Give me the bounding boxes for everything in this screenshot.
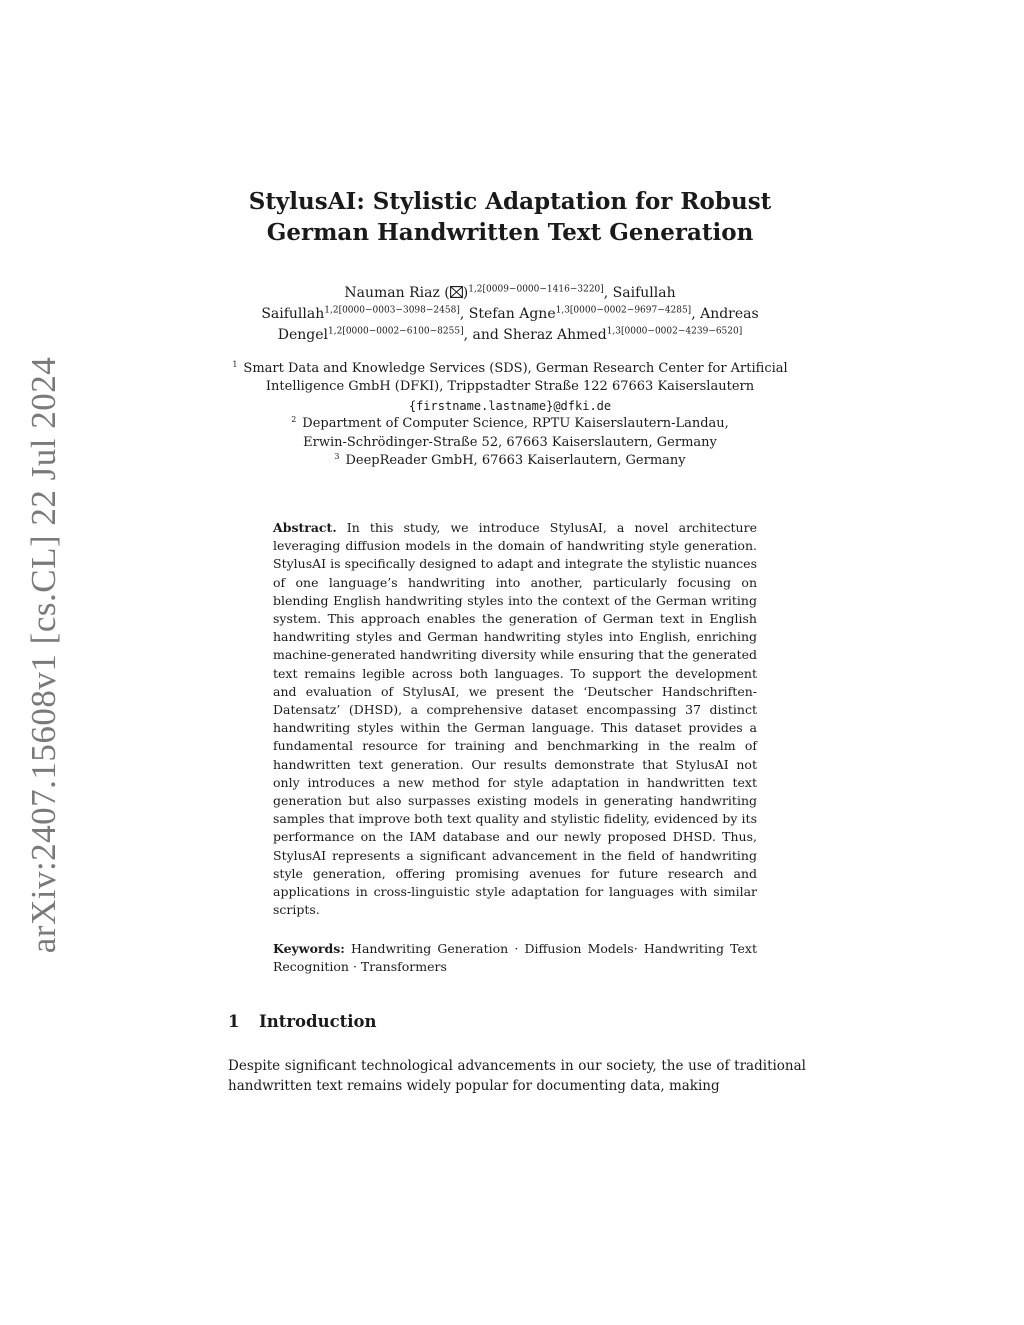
author-5-orcid: 1,3[0000−0002−4239−6520] [606, 326, 743, 337]
author-3-orcid: 1,3[0000−0002−9697−4285] [555, 305, 692, 316]
author-line-3 [200, 325, 820, 346]
affiliation-email[interactable]: {firstname.lastname}@dfki.de [408, 398, 612, 413]
author-4-orcid: 1,2[0000−0002−6100−8255] [328, 326, 464, 337]
author-1-close: ) [462, 285, 469, 301]
author-line-2 [200, 304, 820, 325]
introduction-paragraph: Despite significant technological advancements in our society, the use of traditional handwritten text remains widely popular for documenting data, making [228, 1058, 806, 1094]
paper-title-line-1: StylusAI: Stylistic Adaptation for Robust [248, 188, 772, 215]
author-2-orcid: 1,2[0000−0003−3098−2458] [324, 305, 460, 316]
author-list [200, 283, 820, 346]
affiliation-2-line-2: Erwin-Schrödinger-Straße 52, 67663 Kaiserslautern, Germany [303, 434, 717, 450]
arxiv-identifier-stamp [22, 356, 66, 954]
author-2-name: Saifullah [261, 306, 325, 322]
author-2-lead: , Saifullah [603, 285, 676, 301]
abstract-label: Abstract. [273, 520, 337, 535]
keywords-text: Handwriting Generation · Diffusion Models· Handwriting Text Recognition · Transformers [273, 941, 757, 975]
affiliation-2-marker: 2 [291, 414, 297, 424]
author-4-name: Dengel [277, 327, 328, 343]
affiliation-1-line-1 [200, 360, 820, 378]
arxiv-identifier-text: arXiv:2407.15608v1 [cs.CL] 22 Jul 2024 [24, 356, 64, 954]
affiliation-3-line-1 [200, 452, 820, 470]
author-3-name: , Stefan Agne [459, 306, 556, 322]
affiliation-3-text: DeepReader GmbH, 67663 Kaiserlautern, Germany [345, 453, 686, 469]
author-4-lead: , Andreas [691, 306, 759, 322]
abstract-text: In this study, we introduce StylusAI, a novel architecture leveraging diffusion models in the domain of handwriting style generation. StylusAI is specifically designed to adapt and integrate the stylistic nuances of one language’s handwriting into another, particularly focusing on blending English handwriting styles into the context of the German writing system. This approach enables the generation of German text in English handwriting styles and German handwriting styles into English, enriching machine-generated handwriting diversity while ensuring that the generated text remains legible across both languages. To support the development and evaluation of StylusAI, we present the ‘Deutscher Handschriften-Datensatz’ (DHSD), a comprehensive dataset encompassing 37 distinct handwriting styles within the German language. This dataset provides a fundamental resource for training and benchmarking in the realm of handwritten text generation. Our results demonstrate that StylusAI not only introduces a new method for style adaptation in handwritten text generation but also surpasses existing models in generating handwriting samples that improve both text quality and stylistic fidelity, evidenced by its performance on the IAM database and our newly proposed DHSD. Thus, StylusAI represents a significant advancement in the field of handwriting style generation, offering promising avenues for future research and applications in cross-linguistic style adaptation for languages with similar scripts. [273, 520, 757, 918]
section-title: Introduction [259, 1012, 377, 1031]
keywords-block [273, 940, 757, 976]
author-5-name: , and Sheraz Ahmed [463, 327, 607, 343]
paper-title-line-2: German Handwritten Text Generation [266, 219, 754, 246]
section-heading-introduction [228, 1012, 377, 1031]
affiliation-3-marker: 3 [334, 451, 340, 461]
envelope-icon [450, 284, 463, 296]
paper-title [160, 186, 860, 248]
abstract-block [273, 519, 757, 919]
section-number: 1 [228, 1012, 240, 1031]
keywords-label: Keywords: [273, 941, 345, 956]
author-1-orcid: 1,2[0009−0000−1416−3220] [468, 284, 604, 295]
affiliation-2-line-1 [200, 415, 820, 433]
affiliation-1-marker: 1 [232, 359, 238, 369]
affiliation-1-text: Smart Data and Knowledge Services (SDS), German Research Center for Artificial [243, 361, 788, 376]
affiliation-list [200, 360, 820, 470]
affiliation-2-text: Department of Computer Science, RPTU Kaiserslautern-Landau, [302, 416, 729, 432]
author-1-name: Nauman Riaz ( [344, 285, 450, 301]
affiliation-1-line-2: Intelligence GmbH (DFKI), Trippstadter Straße 122 67663 Kaiserslautern [265, 379, 755, 395]
author-line-1 [200, 283, 820, 304]
